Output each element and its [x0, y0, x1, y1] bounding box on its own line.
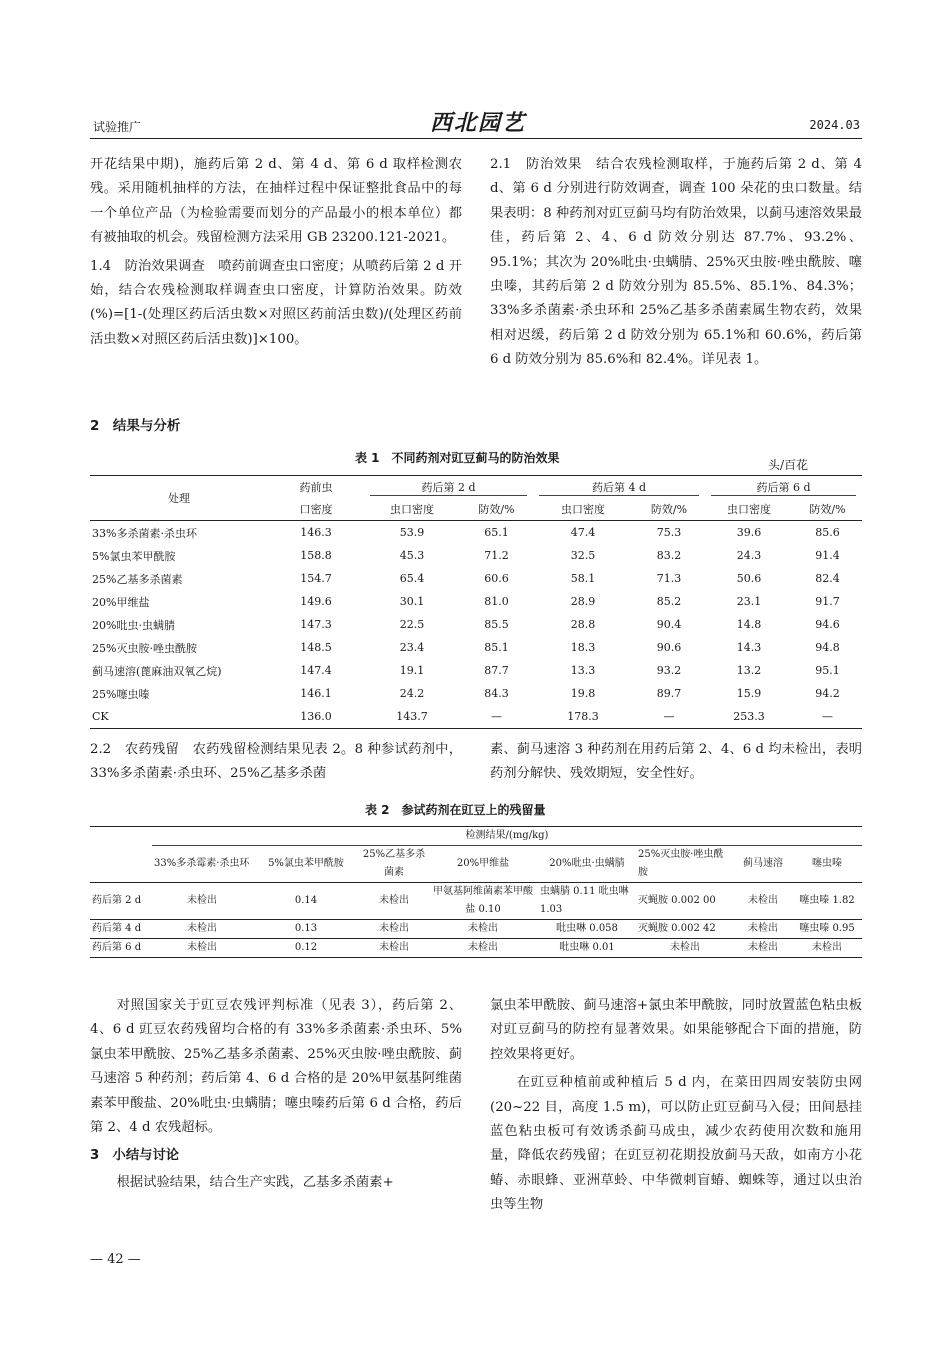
table1-cell: 93.2: [656, 664, 682, 677]
table2: [90, 826, 862, 958]
table1-cell: 146.3: [300, 526, 332, 539]
table1-cell: —: [633, 705, 705, 729]
table1-cell: 25%噻虫嗪: [92, 687, 150, 701]
paragraph: 对照国家关于豇豆农残评判标准（见表 3），药后第 2、4、6 d 豇豆农药残留均合格的有 33%多杀菌素·杀虫环、5%氯虫苯甲酰胺、25%乙基多杀菌素、25%灭虫胺·唑虫酰胺、蓟马速溶 5 种药剂；药后第 4、6 d 合格的是 20%甲氨基阿维菌素苯甲酸盐、20%吡虫·虫螨腈；噻虫嗪药后第 6 d 合格，药后第 2、4 d 农残超标。: [90, 998, 462, 1136]
table2-cell: 未检出: [379, 895, 409, 906]
table2-header: 噻虫嗪: [812, 858, 842, 869]
table1-cell: 65.4: [399, 572, 425, 585]
table1-cell: 18.3: [570, 641, 596, 654]
table1-cell: 32.5: [570, 549, 596, 562]
table2-header: 25%乙基多杀菌素: [362, 849, 426, 878]
table1-header-eff: 防效/%: [633, 498, 705, 521]
table2-cell: 未检出: [379, 923, 409, 934]
table2-cell: 未检出: [187, 923, 217, 934]
table1-cell: 23.4: [399, 641, 425, 654]
table1-cell: 154.7: [300, 572, 332, 585]
table1-cell: 50.6: [736, 572, 762, 585]
table-row: [90, 682, 862, 705]
paragraph: 开花结果中期)，施药后第 2 d、第 4 d、第 6 d 取样检测农残。采用随机抽样的方法，在抽样过程中保证整批食品中的每一个单位产品（为检验需要而划分的产品最小的根本单位）都有被抽取的机会。残留检测方法采用 GB 23200.121-2021。: [90, 157, 462, 246]
table2-header: 20%甲维盐: [456, 858, 510, 869]
table2-group-header: 检测结果/(mg/kg): [152, 827, 862, 846]
table1-cell: 90.4: [656, 618, 682, 631]
table1-cell: 85.2: [656, 595, 682, 608]
table1-header-eff: 防效/%: [460, 498, 533, 521]
table2-cell: 0.13: [294, 923, 318, 934]
paragraph: 素、蓟马速溶 3 种药剂在用药后第 2、4、6 d 均未检出，表明药剂分解快、残效期短，安全性好。: [490, 742, 862, 782]
table1-cell: 136.0: [268, 705, 364, 729]
journal-logo: 西北园艺: [430, 110, 527, 136]
table2-cell: 未检出: [468, 923, 498, 934]
table2-cell: 未检出: [748, 895, 778, 906]
table-row: [90, 544, 862, 567]
paragraph: 在豇豆种植前或种植后 5 d 内，在菜田四周安装防虫网(20~22 目，高度 1.5 m)，可以防止豇豆蓟马入侵；田间悬挂蓝色粘虫板可有效诱杀蓟马成虫，减少农药使用次数和施用量，降低农药残留；在豇豆初花期投放蓟马天敌，如南方小花蝽、赤眼蜂、亚洲草蛉、中华微刺盲蝽、蜘蛛等，通过以虫治虫等生物: [490, 1075, 862, 1213]
table1-header-d4: 药后第 4 d: [539, 479, 699, 496]
table1-cell: 94.2: [815, 687, 840, 700]
table1-caption: 表 1 不同药剂对豇豆蓟马的防治效果: [355, 451, 560, 465]
table2-cell: 噻虫嗪 1.82: [799, 895, 855, 906]
table2-cell: 虫螨腈 0.11 吡虫啉 1.03: [540, 886, 629, 915]
table1-header-d6: 药后第 6 d: [711, 479, 856, 496]
table-row: [90, 567, 862, 590]
table1-cell: 84.3: [484, 687, 509, 700]
table1-cell: 148.5: [300, 641, 332, 654]
table1-header-pre2: 口密度: [268, 498, 364, 521]
table1-header-pre: 药前虫: [268, 476, 364, 499]
table1-cell: 25%乙基多杀菌素: [92, 572, 183, 586]
table1-cell: 91.4: [815, 549, 840, 562]
table1: [90, 475, 862, 729]
table1-cell: 47.4: [570, 526, 596, 539]
table2-header: 25%灭虫胺·唑虫酰胺: [638, 849, 724, 878]
table1-cell: 25%灭虫胺·唑虫酰胺: [92, 641, 197, 655]
table1-cell: 23.1: [736, 595, 762, 608]
table1-cell: 蓟马速溶(蓖麻油双氧乙烷): [92, 664, 222, 678]
table1-cell: 58.1: [570, 572, 596, 585]
table2-cell: 0.12: [294, 942, 318, 953]
header-section-label: 试验推广: [93, 120, 142, 134]
table1-unit: 头/百花: [768, 458, 809, 472]
right-column-2: [490, 738, 862, 787]
table-row: [90, 883, 862, 920]
table-row: [90, 636, 862, 659]
table1-cell: 82.4: [815, 572, 840, 585]
table1-cell: 143.7: [364, 705, 460, 729]
table1-cell: 19.1: [399, 664, 425, 677]
table2-cell: 未检出: [468, 942, 498, 953]
table2-cell: 未检出: [187, 895, 217, 906]
header-rule: [90, 138, 862, 139]
table1-cell: 89.7: [656, 687, 682, 700]
subsection-heading: 1.4 防治效果调查: [90, 258, 205, 274]
paragraph: 根据试验结果，结合生产实践，乙基多杀菌素+: [116, 1174, 394, 1190]
table1-cell: 14.3: [736, 641, 762, 654]
table1-cell: 94.8: [815, 641, 840, 654]
table1-cell: 87.7: [484, 664, 509, 677]
table1-cell: CK: [90, 705, 268, 729]
table-row: [90, 613, 862, 636]
table1-cell: 75.3: [656, 526, 682, 539]
left-column-2: [90, 738, 462, 787]
table1-cell: 71.2: [484, 549, 509, 562]
paragraph-text: 农药残留检测结果见表 2。8 种参试药剂中，33%多杀菌素·杀虫环、25%乙基多杀菌: [90, 742, 462, 782]
table1-cell: 95.1: [815, 664, 840, 677]
left-column-1: [90, 153, 462, 352]
table1-cell: 81.0: [484, 595, 509, 608]
table1-cell: —: [793, 705, 862, 729]
table1-cell: 24.3: [736, 549, 762, 562]
table1-cell: 13.2: [736, 664, 762, 677]
table-row: [90, 705, 862, 729]
paragraph-text: 喷药前调查虫口密度；从喷药后第 2 d 开始，结合农残检测取样调查虫口密度，计算防治效果。防效(%)=[1-(处理区药后活虫数×对照区药前活虫数)/(处理区药前活虫数×对照区药后活虫数)]×100。: [90, 258, 462, 347]
paragraph: 氯虫苯甲酰胺、蓟马速溶+氯虫苯甲酰胺，同时放置蓝色粘虫板对豇豆蓟马的防控有显著效果。如果能够配合下面的措施，防控效果将更好。: [490, 998, 862, 1062]
table1-header-treatment: 处理: [90, 476, 268, 521]
table2-cell: 未检出: [748, 942, 778, 953]
table1-cell: 30.1: [399, 595, 425, 608]
subsection-heading: 2.1 防治效果: [490, 157, 583, 172]
right-column-1: [490, 153, 862, 373]
header-issue: 2024.03: [809, 118, 860, 132]
table1-cell: 65.1: [484, 526, 509, 539]
table2-cell: 灭蝇胺 0.002 42: [638, 923, 716, 934]
table1-header-density: 虫口密度: [533, 498, 633, 521]
table2-cell: 甲氨基阿维菌素苯甲酸盐 0.10: [433, 886, 533, 915]
table1-cell: 13.3: [570, 664, 596, 677]
table1-cell: 146.1: [300, 687, 332, 700]
table1-cell: 15.9: [736, 687, 762, 700]
table2-header: [90, 846, 152, 883]
table1-cell: 5%氯虫苯甲酰胺: [92, 549, 176, 563]
table1-header-density: 虫口密度: [705, 498, 793, 521]
table-row: [90, 590, 862, 613]
table1-cell: —: [460, 705, 533, 729]
table1-cell: 53.9: [399, 526, 425, 539]
table1-cell: 91.7: [815, 595, 840, 608]
table2-header: 蓟马速溶: [743, 858, 783, 869]
table1-cell: 147.4: [300, 664, 332, 677]
table2-cell: 噻虫嗪 0.95: [799, 923, 855, 934]
table2-cell: 未检出: [812, 942, 842, 953]
table1-cell: 85.1: [484, 641, 509, 654]
table1-cell: 83.2: [656, 549, 682, 562]
table1-cell: 85.6: [815, 526, 840, 539]
table2-cell: 未检出: [748, 923, 778, 934]
table2-cell: 未检出: [670, 942, 700, 953]
table1-cell: 60.6: [484, 572, 509, 585]
table2-caption: 表 2 参试药剂在豇豆上的残留量: [365, 803, 546, 817]
table1-cell: 20%甲维盐: [92, 595, 150, 609]
section-2-title: 2 结果与分析: [90, 418, 181, 434]
table1-cell: 94.6: [815, 618, 840, 631]
table1-cell: 158.8: [300, 549, 332, 562]
table2-header: 20%吡虫·虫螨腈: [549, 858, 625, 869]
page-number: — 42 —: [90, 1252, 141, 1267]
table2-cell: 0.14: [294, 895, 318, 906]
table2-cell: 未检出: [379, 942, 409, 953]
table2-cell: 药后第 2 d: [92, 895, 142, 906]
table1-cell: 39.6: [736, 526, 762, 539]
table2-cell: 药后第 4 d: [92, 923, 142, 934]
table1-cell: 24.2: [399, 687, 425, 700]
table2-header: 33%多杀霉素·杀虫环: [154, 858, 250, 869]
table2-cell: 未检出: [187, 942, 217, 953]
table1-cell: 33%多杀菌素·杀虫环: [92, 526, 197, 540]
table2-cell: 药后第 6 d: [92, 942, 142, 953]
table-row: [90, 939, 862, 958]
right-column-3: [490, 994, 862, 1218]
subsection-heading: 2.2 农药残留: [90, 742, 180, 757]
table1-cell: 178.3: [533, 705, 633, 729]
left-column-3: [90, 994, 462, 1195]
table1-header-eff: 防效/%: [793, 498, 862, 521]
table1-cell: 90.6: [656, 641, 682, 654]
paragraph: [90, 255, 462, 353]
table1-cell: 22.5: [399, 618, 425, 631]
table2-cell: 灭蝇胺 0.002 00: [638, 895, 716, 906]
table1-cell: 20%吡虫·虫螨腈: [92, 618, 175, 632]
table1-cell: 85.5: [484, 618, 509, 631]
table-row: [90, 920, 862, 939]
table1-cell: 14.8: [736, 618, 762, 631]
table1-cell: 71.3: [656, 572, 682, 585]
section-3-title: 3 小结与讨论: [90, 1148, 180, 1164]
table1-header-d2: 药后第 2 d: [370, 479, 527, 496]
table-row: [90, 659, 862, 682]
table1-cell: 19.8: [570, 687, 596, 700]
paragraph: [90, 738, 462, 787]
paragraph: [490, 153, 862, 373]
table2-cell: 吡虫啉 0.01: [559, 942, 615, 953]
table2-cell: 吡虫啉 0.058: [556, 923, 618, 934]
table1-cell: 147.3: [300, 618, 332, 631]
table1-cell: 28.9: [570, 595, 596, 608]
paragraph-text: 结合农残检测取样，于施药后第 2 d、第 4 d、第 6 d 分别进行防效调查，调查 100 朵花的虫口数量。结果表明：8 种药剂对豇豆蓟马均有防治效果，以蓟马速溶效果最佳，药后第 2、4、6 d 防效分别达 87.7%、93.2%、95.1%；其次为 20%吡虫·虫螨腈、25%灭虫胺·唑虫酰胺、噻虫嗪，其药后第 2 d 防效分别为 85.5%、85.1%、84.3%；33%多杀菌素·杀虫环和 25%乙基多杀菌素属生物农药，效果相对迟缓，药后第 2 d 防效分别为 65.1%和 60.6%，药后第 6 d 防效分别为 85.6%和 82.4%。详见表 1。: [490, 157, 862, 368]
table1-cell: 253.3: [705, 705, 793, 729]
table1-cell: 28.8: [570, 618, 596, 631]
table1-cell: 45.3: [399, 549, 425, 562]
table-row: [90, 521, 862, 545]
table1-cell: 149.6: [300, 595, 332, 608]
table1-header-density: 虫口密度: [364, 498, 460, 521]
table2-header: 5%氯虫苯甲酰胺: [268, 858, 344, 869]
